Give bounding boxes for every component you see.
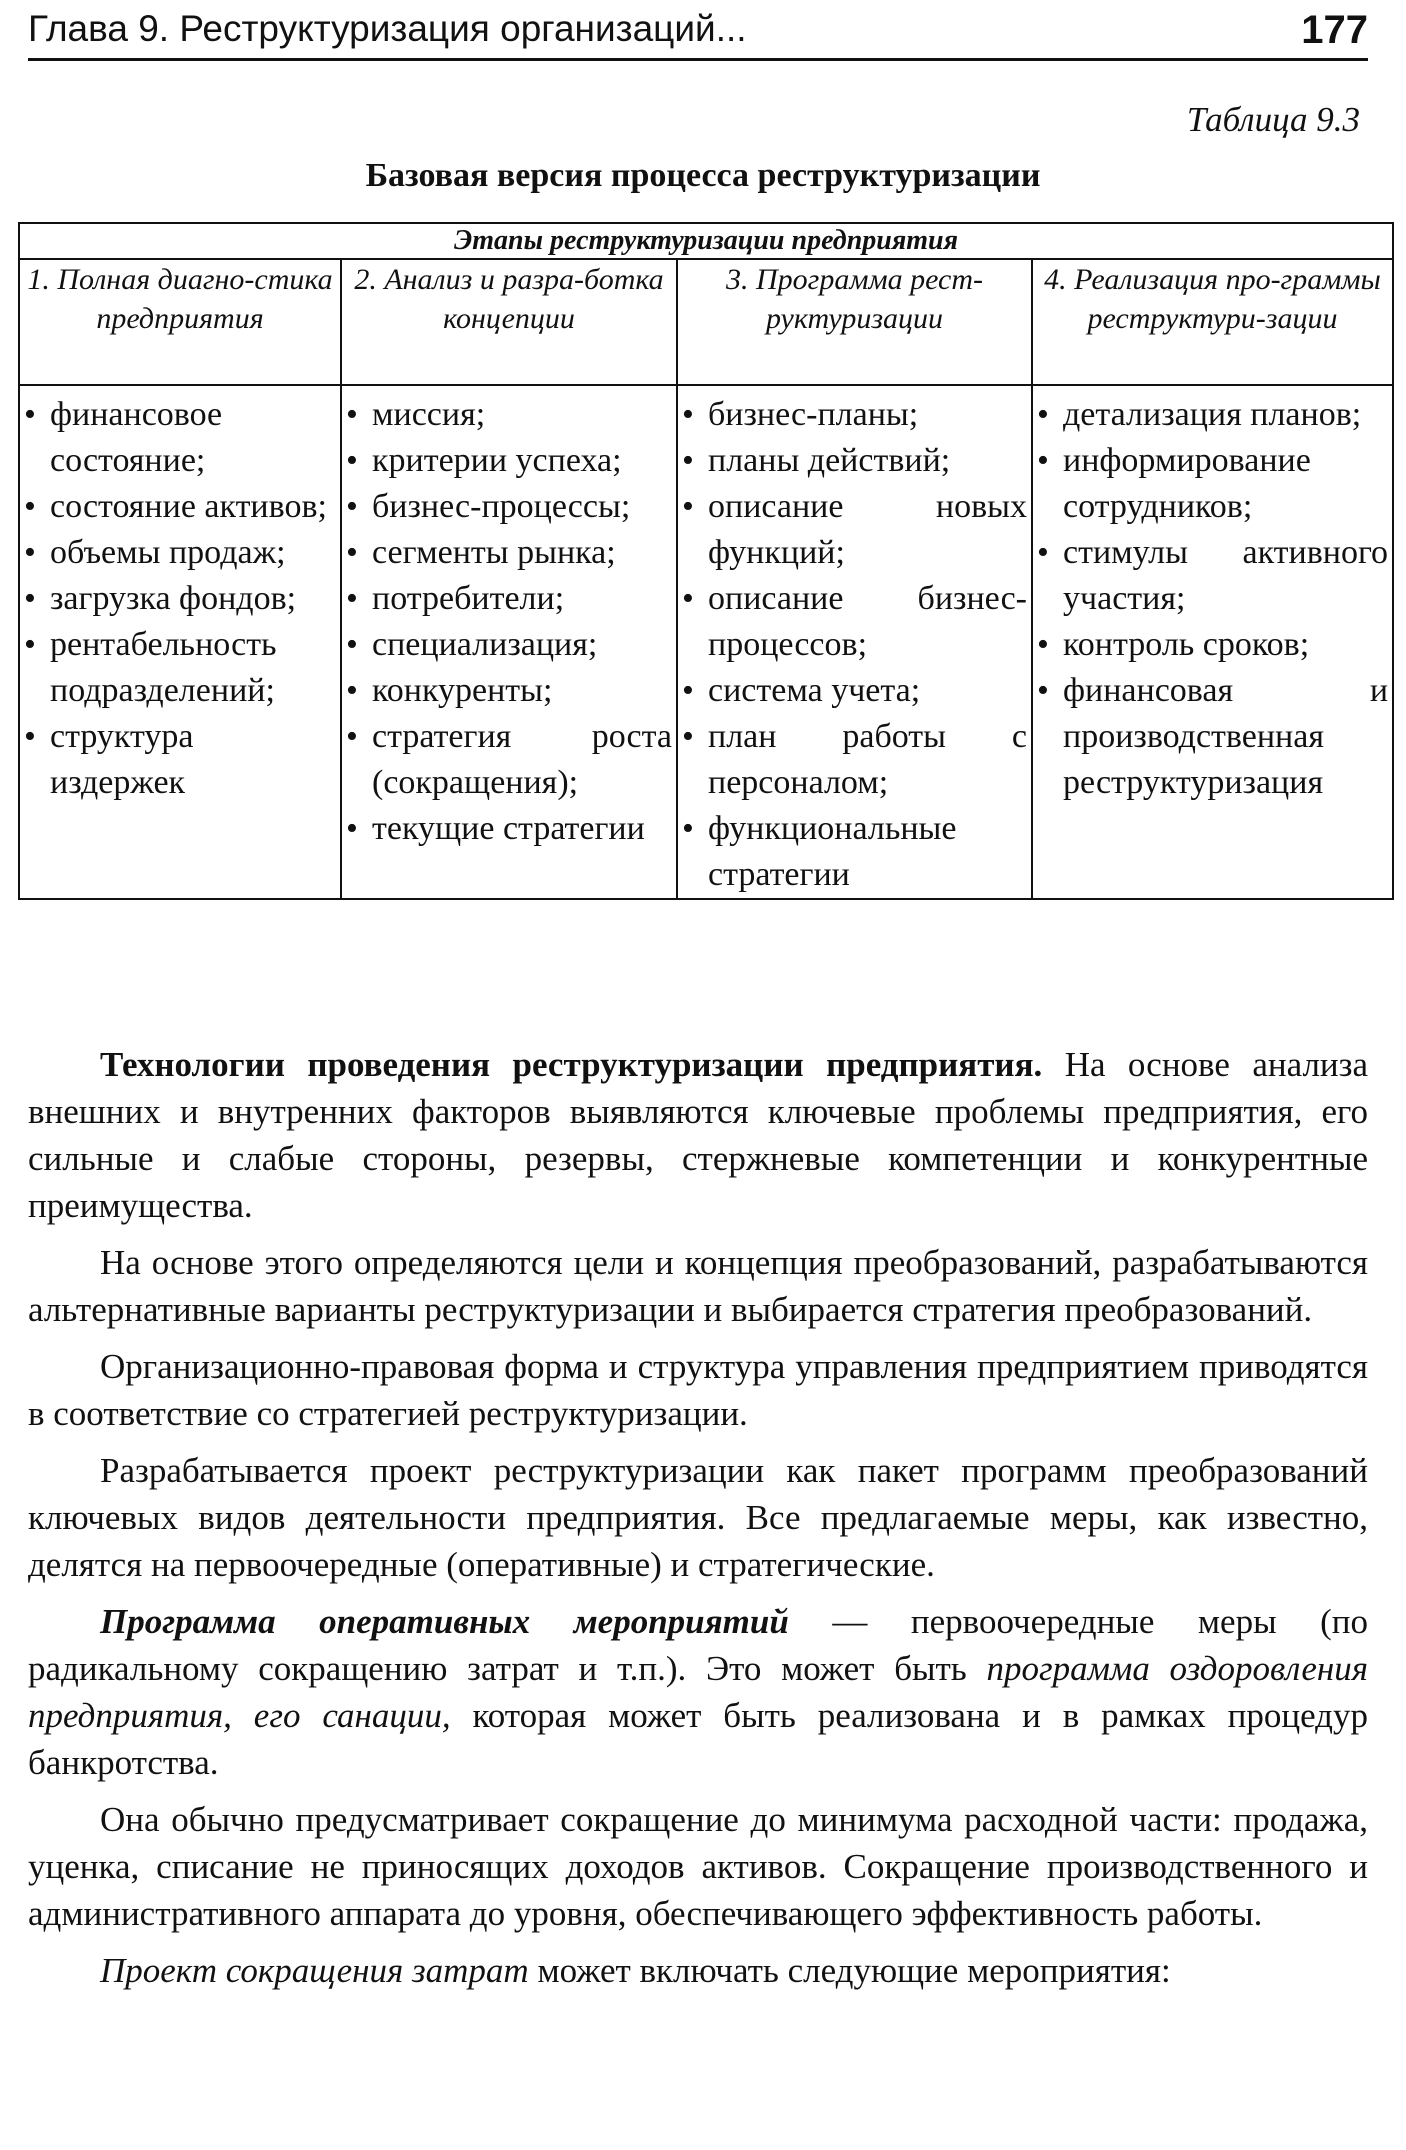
- paragraph: Она обычно предусматривает сокращение до минимума расходной части: продажа, уценка, списание не приносящих доходов активов. Сокращение производственного и административного аппарата до уровня, обеспечивающего эффективность работы.: [28, 1800, 1368, 1933]
- list-item: • загрузка фондов;: [24, 576, 336, 622]
- list-item: • бизнес-процессы;: [346, 484, 672, 530]
- paragraph: [28, 1041, 1368, 1229]
- list-item: • план работы с персоналом;: [682, 714, 1027, 806]
- paragraph-heading: Технологии проведения реструктуризации предприятия.: [100, 1045, 1043, 1084]
- list-item: • стратегия роста (сокращения);: [346, 714, 672, 806]
- column-analysis-items: [341, 385, 677, 899]
- list-item: • конкуренты;: [346, 668, 672, 714]
- column-implementation-items: [1032, 385, 1393, 899]
- chapter-title: Глава 9. Реструктуризация организаций...: [28, 8, 747, 49]
- table-title: Базовая версия процесса реструктуризации: [365, 157, 1041, 194]
- list-item: • специализация;: [346, 622, 672, 668]
- paragraph: [28, 1598, 1368, 1786]
- list-item: • стимулы активного участия;: [1037, 530, 1388, 622]
- list-item: • миссия;: [346, 392, 672, 438]
- list-item: • объемы продаж;: [24, 530, 336, 576]
- term-cost-reduction-project: Проект сокращения затрат: [100, 1951, 529, 1990]
- restructuring-table: [18, 222, 1394, 900]
- list-item: • планы действий;: [682, 438, 1027, 484]
- column-header-program: 3. Программа рест-руктуризации: [677, 259, 1032, 385]
- list-item: • контроль сроков;: [1037, 622, 1388, 668]
- table-label: Таблица 9.3: [1186, 100, 1360, 139]
- column-header-diagnostics: 1. Полная диагно-стика предприятия: [19, 259, 341, 385]
- paragraph: Разрабатывается проект реструктуризации как пакет программ преобразований ключевых видов деятельности предприятия. Все предлагаемые меры, как известно, делятся на первоочередные (оперативные) и стратегические.: [28, 1451, 1368, 1584]
- list-item: • система учета;: [682, 668, 1027, 714]
- paragraph-text: На основе анализа внешних и внутренних факторов выявляются ключевые проблемы предприятия, его сильные и слабые стороны, резервы, стержневые компетенции и конкурентные преимущества.: [28, 1045, 1368, 1225]
- list-item: • сегменты рынка;: [346, 530, 672, 576]
- list-item: • потребители;: [346, 576, 672, 622]
- column-diagnostics-items: [19, 385, 341, 899]
- list-item: • описание бизнес-процессов;: [682, 576, 1027, 668]
- list-item: • информирование сотрудников;: [1037, 438, 1388, 530]
- list-item: • финансовое состояние;: [24, 392, 336, 484]
- list-item: • критерии успеха;: [346, 438, 672, 484]
- page-number: 177: [1301, 8, 1368, 52]
- column-header-implementation: 4. Реализация про-граммы реструктури-зации: [1032, 259, 1393, 385]
- column-header-analysis: 2. Анализ и разра-ботка концепции: [341, 259, 677, 385]
- list-item: • описание новых функций;: [682, 484, 1027, 576]
- list-item: • бизнес-планы;: [682, 392, 1027, 438]
- italic-phrase: программа оздоровления предприятия, его санации,: [28, 1649, 1368, 1735]
- term-operational-program: Программа оперативных мероприятий: [100, 1602, 789, 1641]
- list-item: • структура издержек: [24, 714, 336, 806]
- list-item: • детализация планов;: [1037, 392, 1388, 438]
- list-item: • текущие стратегии: [346, 806, 672, 852]
- paragraph: Организационно-правовая форма и структура управления предприятием приводятся в соответствие со стратегией реструктуризации.: [28, 1347, 1368, 1433]
- header-rule: [28, 58, 1368, 61]
- paragraph-text: может включать следующие мероприятия:: [528, 1951, 1171, 1990]
- paragraph-text: которая может быть реализована и в рамках процедур банкротства.: [28, 1696, 1368, 1782]
- list-item: • состояние активов;: [24, 484, 336, 530]
- running-header: [28, 8, 1368, 58]
- body-text: [28, 1041, 1368, 2004]
- paragraph: [28, 1947, 1368, 1994]
- list-item: • функциональные стратегии: [682, 806, 1027, 898]
- list-item: • рентабельность подразделений;: [24, 622, 336, 714]
- column-program-items: [677, 385, 1032, 899]
- list-item: • финансовая и производственная реструктуризация: [1037, 668, 1388, 806]
- paragraph-text: — первоочередные меры (по радикальному сокращению затрат и т.п.). Это может быть: [28, 1602, 1368, 1688]
- stages-group-header: Этапы реструктуризации предприятия: [19, 223, 1393, 259]
- paragraph: На основе этого определяются цели и концепция преобразований, разрабатываются альтернативные варианты реструктуризации и выбирается стратегия преобразований.: [28, 1243, 1368, 1329]
